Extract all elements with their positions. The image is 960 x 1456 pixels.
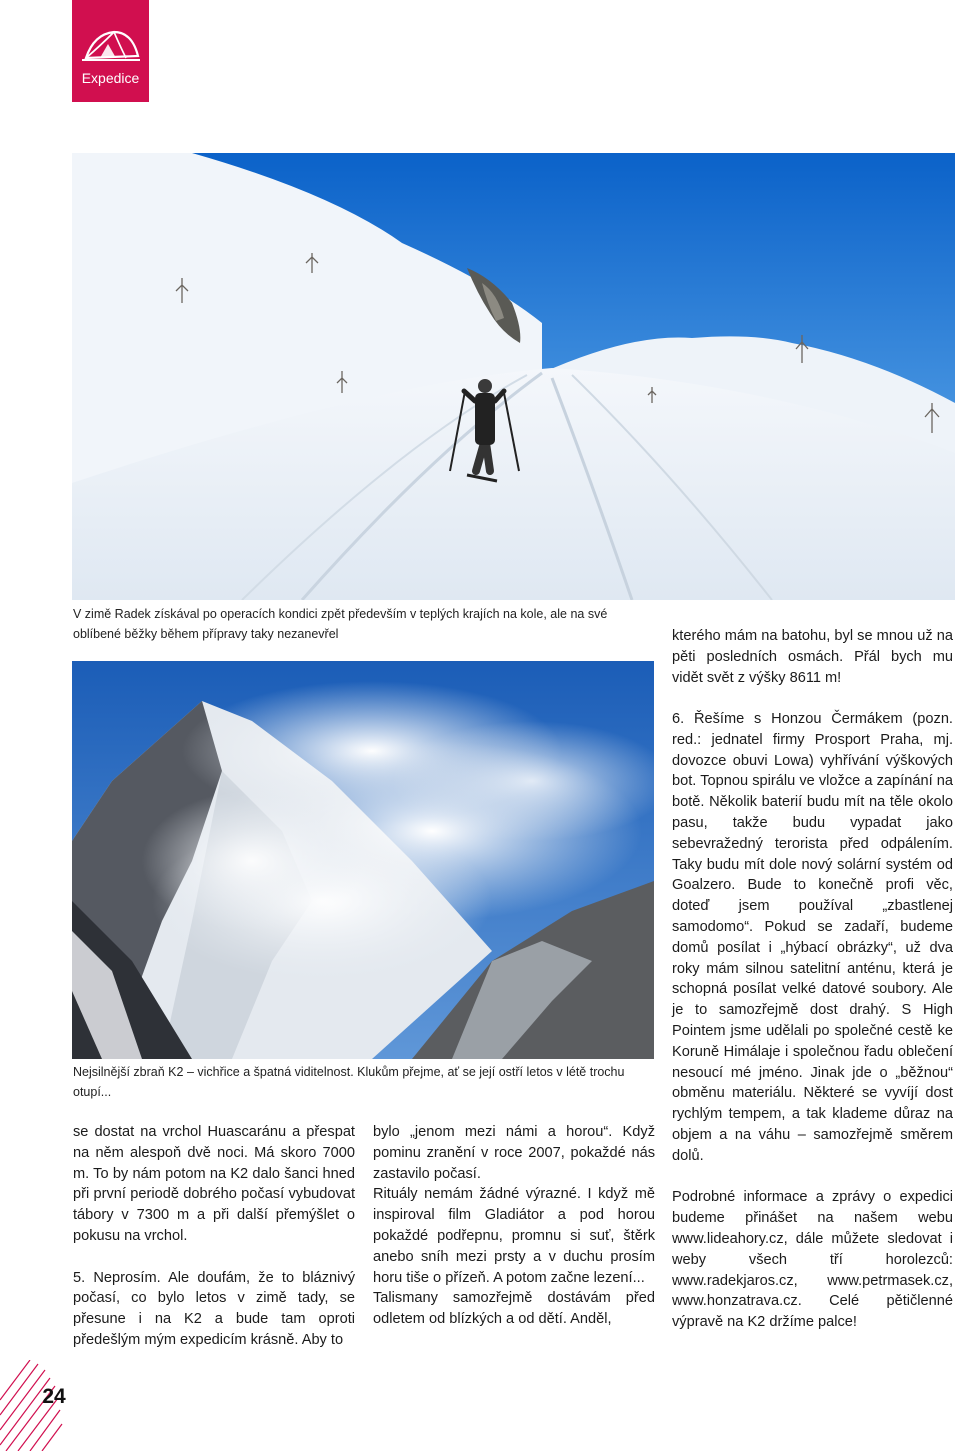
caption-line: V zimě Radek získával po operacích kondici zpět především v teplých krajích na kole, ale na své (73, 607, 608, 621)
paragraph: kterého mám na batohu, byl se mnou už na pěti posledních osmách. Přál bych mu vidět svět z výšky 8611 m! (672, 628, 953, 686)
caption-line: oblíbené běžky během přípravy taky nezanevřel (73, 627, 339, 641)
tent-icon (80, 28, 142, 64)
section-tab (72, 0, 149, 102)
photo-skier-caption (73, 604, 653, 644)
page-number: 24 (42, 1385, 66, 1408)
column-right (672, 709, 953, 1333)
paragraph: bylo „jenom mezi námi a horou“. Když pominu zranění v roce 2007, pokaždé nás zastavilo počasí. (373, 1124, 655, 1182)
paragraph: Rituály nemám žádné výrazné. I když mě inspiroval film Gladiátor a pod horou pokaždé podřepnu, promnu si suť, štěrk anebo sníh mezi prsty a v duchu prosím horu tiše o přízeň. A potom začne lezení... (373, 1186, 655, 1286)
section-tab-label: Expedice (81, 70, 140, 86)
caption-line: Nejsilnější zbraň K2 – vichřice a špatná viditelnost. Klukům přejme, ať se její ostří letos v létě trochu (73, 1065, 625, 1079)
column-left (73, 1122, 355, 1351)
column-middle (373, 1122, 655, 1330)
caption-line: otupí... (73, 1085, 112, 1099)
column-right-top (672, 626, 953, 688)
photo-mountain-storm (72, 661, 654, 1059)
paragraph: se dostat na vrchol Huascaránu a přespat na něm alespoň dvě noci. Má skoro 7000 m. To by nám potom na K2 dalo šanci hned při první periodě dobrého počasí vybudovat tábory v 7300 m a při další přemýšlet o pokusu na vrchol. (73, 1124, 355, 1244)
paragraph: 6. Řešíme s Honzou Čermákem (pozn. red.: jednatel firmy Prosport Praha, mj. dovozce obuvi Lowa) vyhřívání výškových bot. Topnou spirálu ve vložce a zapínání na botě. Několik baterií budu mít na těle okolo pasu, takže budu vypadat jako sebevražedný terorista před odpálením. Taky budu mít dole nový solární systém od Goalzero. Bude to konečně profi věc, doteď jsem používal „zbastlenej samodomo“. Pokud se zadaří, budeme domů posílat i „hýbací obrázky“, už dva roky mám silnou satelitní anténu, která je schopná posílat velké datové soubory. Ale je to samozřejmě dost drahý. S High Pointem jsme udělali po společné cestě ke Koruně Himálaje i společnou řadu oblečení nesoucí mé jméno. Jinak jde o „běžnou“ obměnu materiálu. Některé se vyvíjí dost rychlým tempem, a tak klademe důraz na objem a na váhu – samozřejmě směrem dolů. (672, 711, 953, 1164)
paragraph: 5. Neprosím. Ale doufám, že to bláznivý počasí, co bylo letos v zimě tady, se přesune i na K2 a bude tam oproti předešlým mým expedicím krásně. Aby to (73, 1269, 355, 1348)
photo-mountain-caption (73, 1062, 653, 1102)
paragraph: Talismany samozřejmě dostávám před odletem od blízkých a od dětí. Anděl, (373, 1290, 655, 1328)
photo-skier (72, 153, 955, 600)
paragraph: Podrobné informace a zprávy o expedici budeme přinášet na našem webu www.lideahory.cz, dále můžete sledovat i weby všech tří horolezců: www.radekjaros.cz, www.petrmasek.cz, www.honzatrava.cz. Celé pětičlenné výpravě na K2 držíme palce! (672, 1189, 953, 1331)
